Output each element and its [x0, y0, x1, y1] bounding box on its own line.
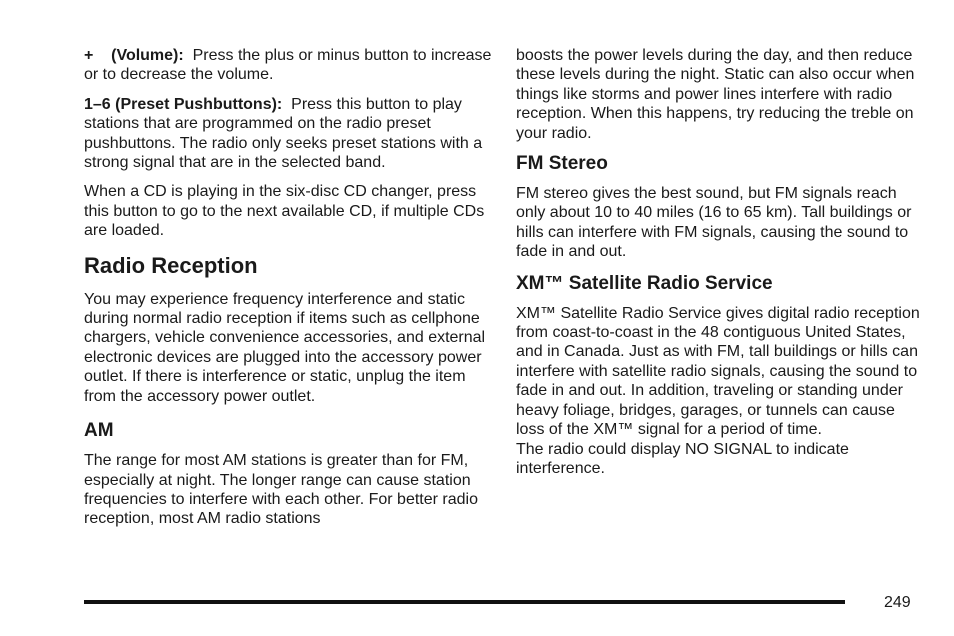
fm-stereo-heading: FM Stereo [516, 153, 608, 175]
radio-reception-heading: Radio Reception [84, 252, 258, 278]
right-column [516, 46, 926, 478]
page-number: 249 [884, 594, 911, 611]
reception-paragraph: You may experience frequency interference and static during normal radio reception if items such as cellphone chargers, vehicle convenience accessories, and external electronic devices are plugged into the accessory power outlet. If there is interference or static, unplug the item from the accessory power outlet. [84, 290, 486, 405]
footer-rule [84, 600, 845, 604]
xm-paragraph-2: The radio could display NO SIGNAL to indicate interference. [516, 440, 849, 477]
xm-paragraph: XM™ Satellite Radio Service gives digital radio reception from coast-to-coast in the 48 contiguous United States, and in Canada. Just as with FM, tall buildings or hills can interfere with satellite radio signals, causing the sound to fade in and out. In addition, traveling or standing under heavy foliage, bridges, garages, or tunnels can cause loss of the XM™ signal for a period of time. [516, 304, 920, 439]
xm-heading: XM™ Satellite Radio Service [516, 272, 773, 294]
preset-label: 1–6 (Preset Pushbuttons): [84, 95, 283, 113]
preset-text: Press this button to play stations that are programmed on the radio preset pushbuttons. The radio only seeks preset stations with a strong signal that are in the selected band. [84, 95, 483, 172]
am-heading: AM [84, 420, 114, 442]
preset-paragraph [84, 95, 492, 173]
cd-paragraph: When a CD is playing in the six-disc CD changer, press this button to go to the next available CD, if multiple CDs are loaded. [84, 183, 485, 240]
volume-label: + (Volume): [84, 47, 184, 64]
continued-paragraph: boosts the power levels during the day, and then reduce these levels during the night. Static can also occur when things like storms and power lines interfere with radio reception. When this happens, try reducing the treble on your radio. [516, 47, 915, 142]
volume-text: Press the plus or minus button to increase or to decrease the volume. [84, 47, 492, 84]
volume-paragraph [84, 46, 492, 85]
fm-paragraph: FM stereo gives the best sound, but FM signals reach only about 10 to 40 miles (16 to 65 km). Tall buildings or hills can interfere with FM signals, causing the sound to fade in and out. [516, 185, 912, 261]
left-column [84, 46, 492, 529]
am-paragraph: The range for most AM stations is greater than for FM, especially at night. The longer range can cause station frequencies to interfere with each other. For better radio reception, most AM radio stations [84, 452, 478, 528]
